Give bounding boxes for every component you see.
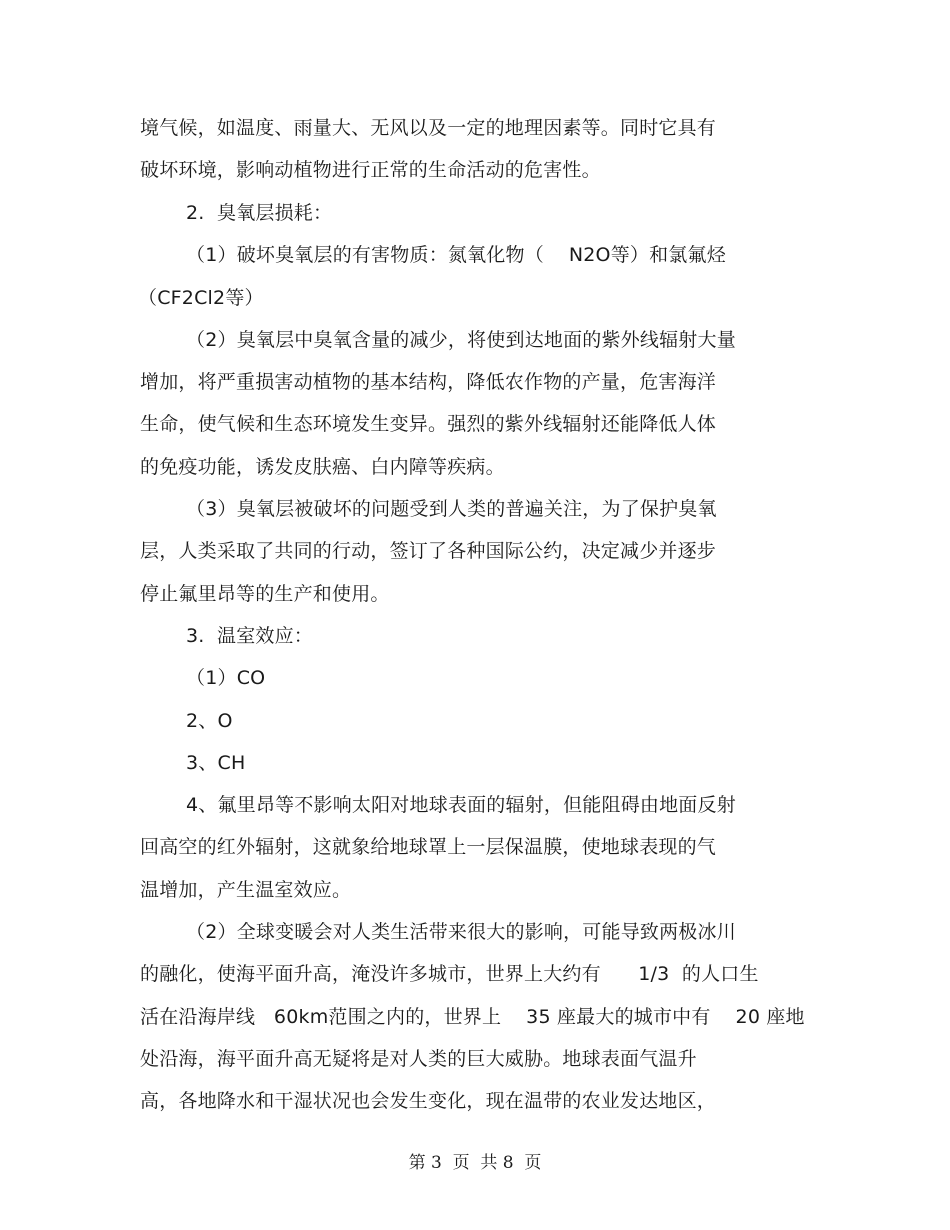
text-line: 2. 臭氧层损耗：	[186, 202, 333, 224]
text-line: （CF2Cl2等）	[138, 287, 264, 309]
text-line: 活在沿海岸线 60km范围之内的，世界上 35 座最大的城市中有 20 座地	[140, 1006, 805, 1028]
text-line: 高，各地降水和干湿状况也会发生变化，现在温带的农业发达地区，	[140, 1090, 717, 1112]
text-line: 3、CH	[186, 752, 246, 774]
text-line: 温增加，产生温室效应。	[140, 879, 352, 901]
text-line: 层，人类采取了共同的行动，签订了各种国际公约，决定减少并逐步	[140, 540, 717, 562]
text-line: （2）全球变暖会对人类生活带来很大的影响，可能导致两极冰川	[186, 921, 736, 943]
text-line: 增加，将严重损害动植物的基本结构，降低农作物的产量，危害海洋	[140, 371, 717, 393]
text-line: 生命，使气候和生态环境发生变异。强烈的紫外线辐射还能降低人体	[140, 413, 717, 435]
text-line: 回高空的红外辐射，这就象给地球罩上一层保温膜，使地球表现的气	[140, 836, 717, 858]
text-line: 4、氟里昂等不影响太阳对地球表面的辐射，但能阻碍由地面反射	[186, 794, 736, 816]
text-line: （2）臭氧层中臭氧含量的减少，将使到达地面的紫外线辐射大量	[186, 329, 736, 351]
text-line: 的融化，使海平面升高，淹没许多城市，世界上大约有 1/3 的人口生	[140, 963, 759, 985]
text-line: 境气候，如温度、雨量大、无风以及一定的地理因素等。同时它具有	[140, 117, 717, 139]
text-line: （1）CO	[186, 667, 266, 689]
page-number-footer: 第 3 页 共 8 页	[408, 1153, 542, 1173]
text-line: 的免疫功能，诱发皮肤癌、白内障等疾病。	[140, 456, 505, 478]
text-line: 3. 温室效应：	[186, 625, 314, 647]
text-line: 2、O	[186, 710, 233, 732]
text-line: （3）臭氧层被破坏的问题受到人类的普遍关注，为了保护臭氧	[186, 498, 717, 520]
text-line: 处沿海，海平面升高无疑将是对人类的巨大威胁。地球表面气温升	[140, 1048, 697, 1070]
text-line: 停止氟里昂等的生产和使用。	[140, 583, 390, 605]
text-line: （1）破坏臭氧层的有害物质：氮氧化物（ N2O等）和氯氟烃	[186, 244, 726, 266]
text-line: 破坏环境，影响动植物进行正常的生命活动的危害性。	[140, 159, 601, 181]
